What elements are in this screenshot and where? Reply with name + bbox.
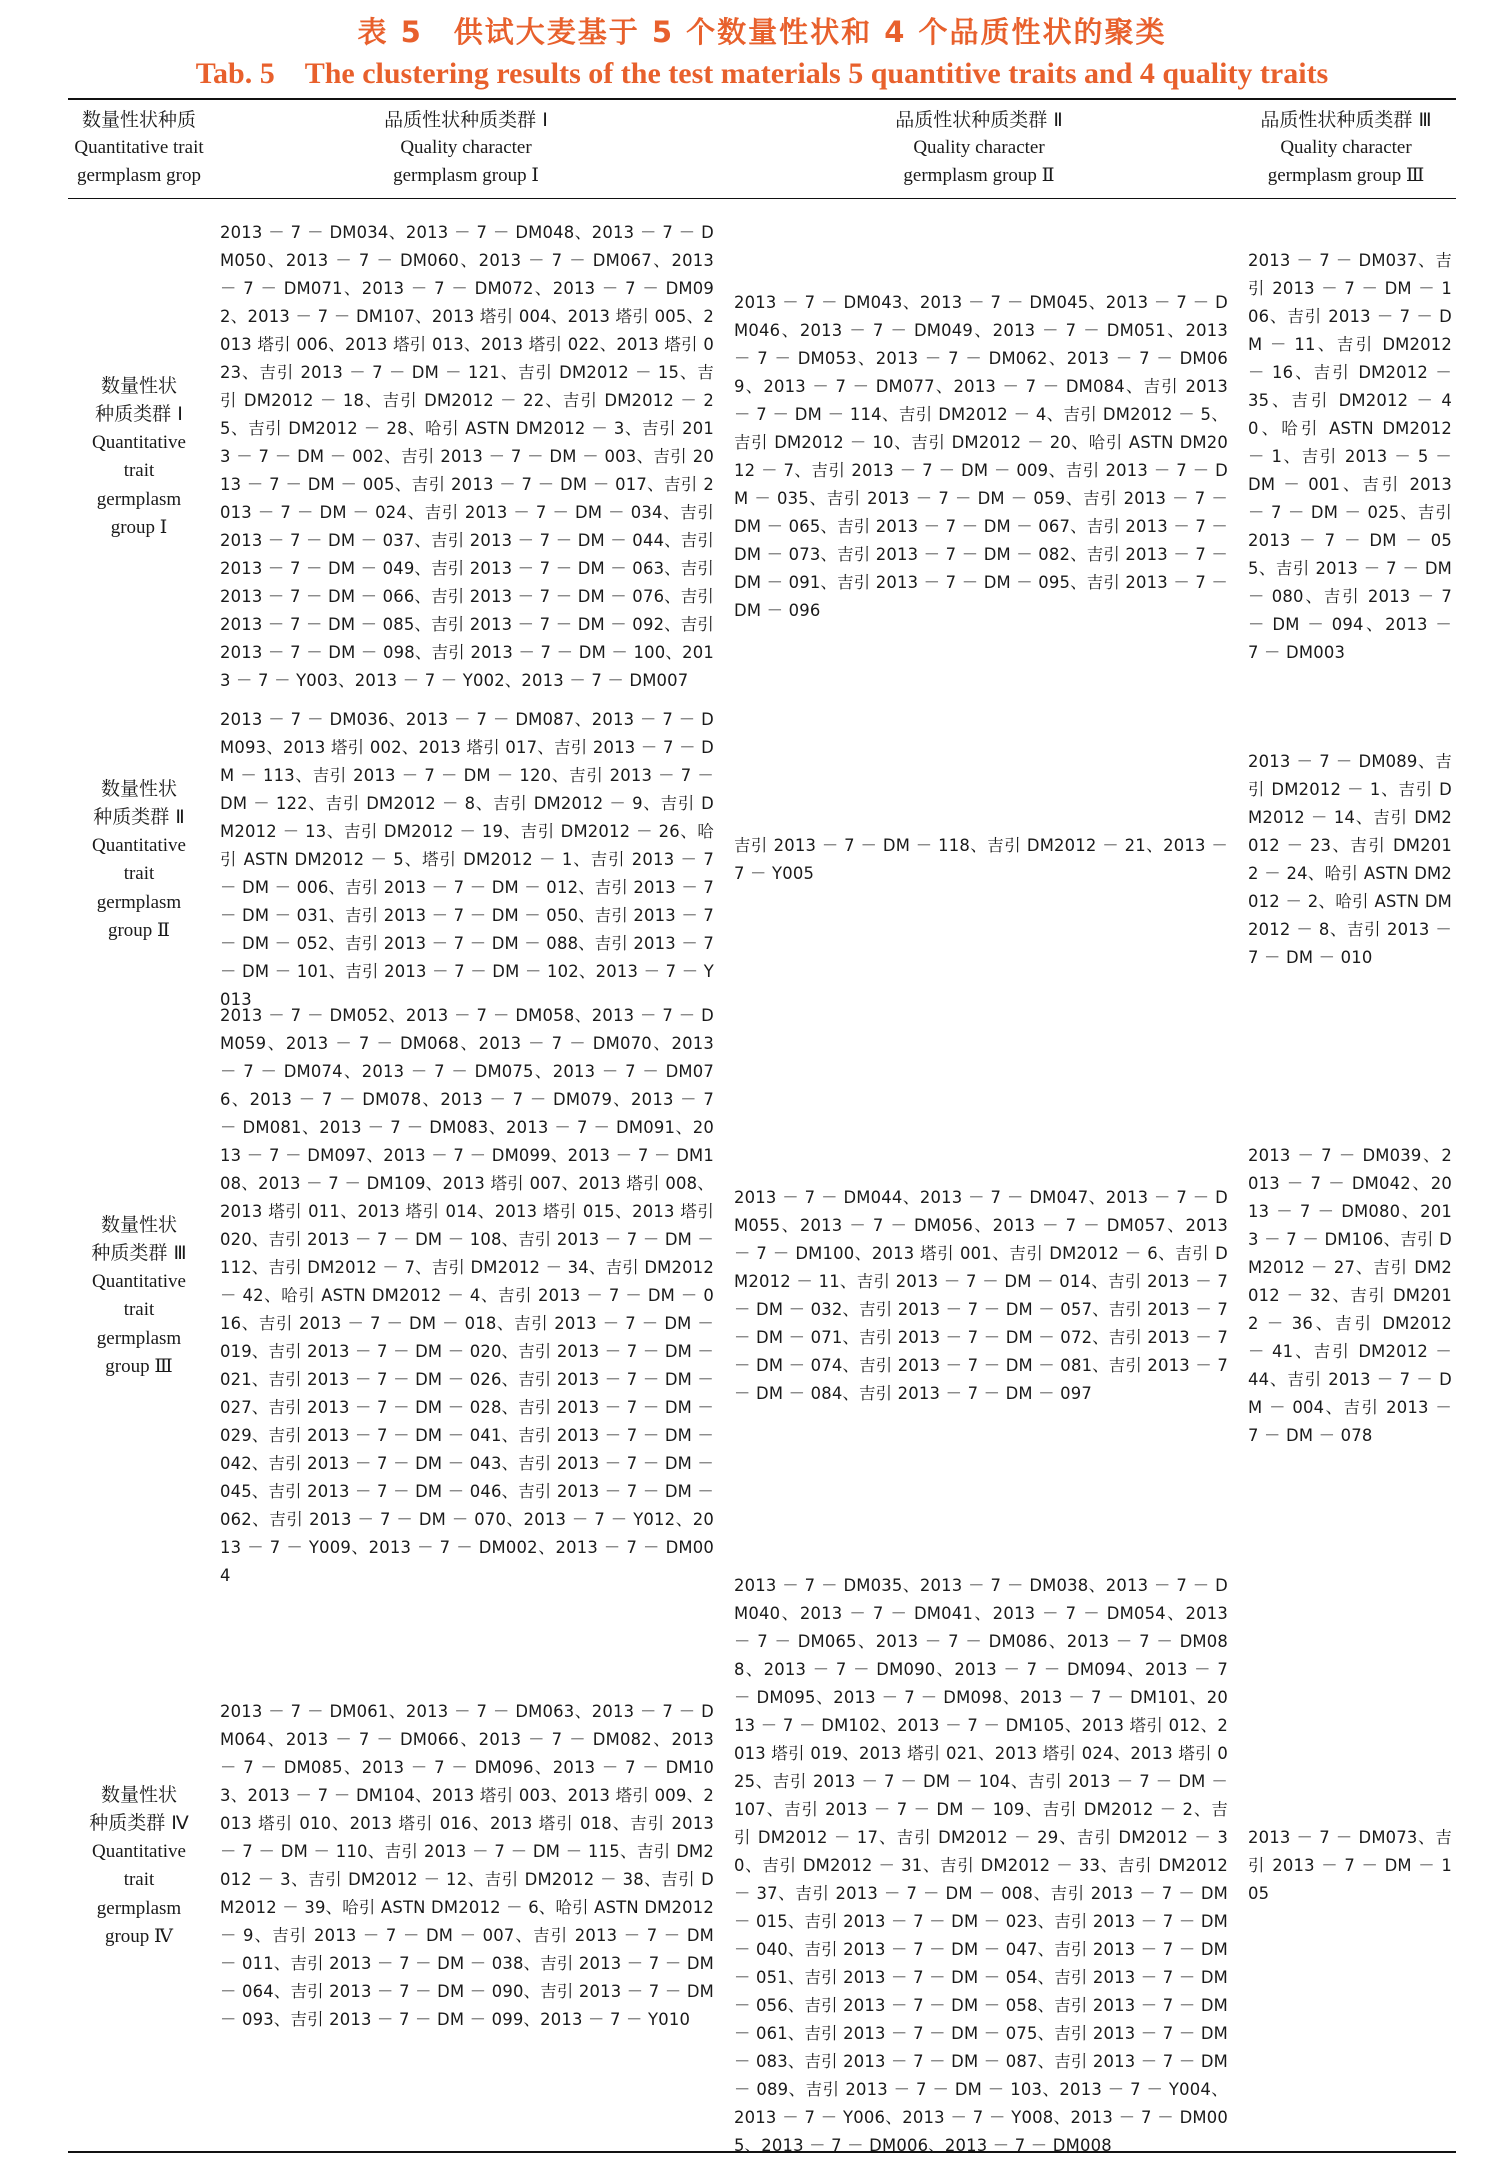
table-row bbox=[68, 1576, 1456, 2155]
table-row bbox=[68, 205, 1456, 709]
row-head-group-1: 数量性状 种质类群 Ⅰ Quantitative trait germplasm group Ⅰ bbox=[92, 374, 186, 538]
row-head-group-4: 数量性状 种质类群 Ⅳ Quantitative trait germplasm group Ⅳ bbox=[89, 1783, 189, 1947]
header-quantitative-group: 数量性状种质 Quantitative trait germplasm grop bbox=[74, 109, 204, 186]
table-cell: 2013 － 7 － DM089、吉引 DM2012 － 1、吉引 DM2012 － 14、吉引 DM2012 － 23、吉引 DM2012 － 24、哈引 ASTN DM2012 － 2、哈引 ASTN DM2012 － 8、吉引 2013 － 7 － DM － 010 bbox=[1248, 752, 1452, 967]
table-title-english: Tab. 5 The clustering results of the test materials 5 quantitive traits and 4 quality traits bbox=[195, 57, 1329, 90]
header-quality-group-3: 品质性状种质类群 Ⅲ Quality character germplasm group Ⅲ bbox=[1260, 109, 1432, 186]
table-cell: 2013 － 7 － DM034、2013 － 7 － DM048、2013 － 7 － DM050、2013 － 7 － DM060、2013 － 7 － DM067、2013 － 7 － DM071、2013 － 7 － DM072、2013 － 7 － DM092、2013 － 7 － DM107、2013 塔引 004、2013 塔引 005、2013 塔引 006、2013 塔引 013、2013 塔引 022、2013 塔引 023、吉引 2013 － 7 － DM － 121、吉引 DM2012 － 15、吉引 DM2012 － 18、吉引 DM2012 － 22、吉引 DM2012 － 25、吉引 DM2012 － 28、哈引 ASTN DM2012 － 3、吉引 2013 － 7 － DM － 002、吉引 2013 － 7 － DM － 003、吉引 2013 － 7 － DM － 005、吉引 2013 － 7 － DM － 017、吉引 2013 － 7 － DM － 024、吉引 2013 － 7 － DM － 034、吉引 2013 － 7 － DM － 037、吉引 2013 － 7 － DM － 044、吉引 2013 － 7 － DM － 049、吉引 2013 － 7 － DM － 063、吉引 2013 － 7 － DM － 066、吉引 2013 － 7 － DM － 076、吉引 2013 － 7 － DM － 085、吉引 2013 － 7 － DM － 092、吉引 2013 － 7 － DM － 098、吉引 2013 － 7 － DM － 100、2013 － 7 － Y003、2013 － 7 － Y002、2013 － 7 － DM007 bbox=[220, 223, 715, 690]
header-quality-group-2: 品质性状种质类群 Ⅱ Quality character germplasm group Ⅱ bbox=[895, 109, 1063, 186]
table-cell: 2013 － 7 － DM039、2013 － 7 － DM042、2013 － 7 － DM080、2013 － 7 － DM106、吉引 DM2012 － 27、吉引 DM2012 － 32、吉引 DM2012 － 36、吉引 DM2012 － 41、吉引 DM2012 － 44、吉引 2013 － 7 － DM － 004、吉引 2013 － 7 － DM － 078 bbox=[1248, 1146, 1452, 1445]
table-cell: 2013 － 7 － DM073、吉引 2013 － 7 － DM － 105 bbox=[1248, 1828, 1452, 1903]
table-cell: 吉引 2013 － 7 － DM － 118、吉引 DM2012 － 21、2013 － 7 － Y005 bbox=[734, 836, 1228, 883]
table-cell: 2013 － 7 － DM035、2013 － 7 － DM038、2013 － 7 － DM040、2013 － 7 － DM041、2013 － 7 － DM054、2013 － 7 － DM065、2013 － 7 － DM086、2013 － 7 － DM088、2013 － 7 － DM090、2013 － 7 － DM094、2013 － 7 － DM095、2013 － 7 － DM098、2013 － 7 － DM101、2013 － 7 － DM102、2013 － 7 － DM105、2013 塔引 012、2013 塔引 019、2013 塔引 021、2013 塔引 024、2013 塔引 025、吉引 2013 － 7 － DM － 104、吉引 2013 － 7 － DM － 107、吉引 2013 － 7 － DM － 109、吉引 DM2012 － 2、吉引 DM2012 － 17、吉引 DM2012 － 29、吉引 DM2012 － 30、吉引 DM2012 － 31、吉引 DM2012 － 33、吉引 DM2012 － 37、吉引 2013 － 7 － DM － 008、吉引 2013 － 7 － DM － 015、吉引 2013 － 7 － DM － 023、吉引 2013 － 7 － DM － 040、吉引 2013 － 7 － DM － 047、吉引 2013 － 7 － DM － 051、吉引 2013 － 7 － DM － 054、吉引 2013 － 7 － DM － 056、吉引 2013 － 7 － DM － 058、吉引 2013 － 7 － DM － 061、吉引 2013 － 7 － DM － 075、吉引 2013 － 7 － DM － 083、吉引 2013 － 7 － DM － 087、吉引 2013 － 7 － DM － 089、吉引 2013 － 7 － DM － 103、2013 － 7 － Y004、2013 － 7 － Y006、2013 － 7 － Y008、2013 － 7 － DM005、2013 － 7 － DM006、2013 － 7 － DM008 bbox=[734, 1576, 1229, 2155]
table-cell: 2013 － 7 － DM037、吉引 2013 － 7 － DM － 106、吉引 2013 － 7 － DM － 11、吉引 DM2012 － 16、吉引 DM2012 － 35、吉引 DM2012 － 40、哈引 ASTN DM2012 － 1、吉引 2013 － 5 － DM － 001、吉引 2013 － 7 － DM － 025、吉引 2013 － 7 － DM － 055、吉引 2013 － 7 － DM － 080、吉引 2013 － 7 － DM － 094、2013 － 7 － DM003 bbox=[1248, 251, 1452, 662]
table-cell: 2013 － 7 － DM036、2013 － 7 － DM087、2013 － 7 － DM093、2013 塔引 002、2013 塔引 017、吉引 2013 － 7 － DM － 113、吉引 2013 － 7 － DM － 120、吉引 2013 － 7 － DM － 122、吉引 DM2012 － 8、吉引 DM2012 － 9、吉引 DM2012 － 13、吉引 DM2012 － 19、吉引 DM2012 － 26、哈引 ASTN DM2012 － 5、塔引 DM2012 － 1、吉引 2013 － 7 － DM － 006、吉引 2013 － 7 － DM － 012、吉引 2013 － 7 － DM － 031、吉引 2013 － 7 － DM － 050、吉引 2013 － 7 － DM － 052、吉引 2013 － 7 － DM － 088、吉引 2013 － 7 － DM － 101、吉引 2013 － 7 － DM － 102、2013 － 7 － Y013 bbox=[220, 710, 714, 1009]
table-row bbox=[68, 709, 1456, 1011]
row-head-group-3: 数量性状 种质类群 Ⅲ Quantitative trait germplasm group Ⅲ bbox=[91, 1213, 187, 1377]
row-head-group-2: 数量性状 种质类群 Ⅱ Quantitative trait germplasm group Ⅱ bbox=[92, 777, 186, 941]
table-cell: 2013 － 7 － DM061、2013 － 7 － DM063、2013 － 7 － DM064、2013 － 7 － DM066、2013 － 7 － DM082、2013 － 7 － DM085、2013 － 7 － DM096、2013 － 7 － DM103、2013 － 7 － DM104、2013 塔引 003、2013 塔引 009、2013 塔引 010、2013 塔引 016、2013 塔引 018、吉引 2013 － 7 － DM － 110、吉引 2013 － 7 － DM － 115、吉引 DM2012 － 3、吉引 DM2012 － 12、吉引 DM2012 － 38、吉引 DM2012 － 39、哈引 ASTN DM2012 － 6、哈引 ASTN DM2012 － 9、吉引 2013 － 7 － DM － 007、吉引 2013 － 7 － DM － 011、吉引 2013 － 7 － DM － 038、吉引 2013 － 7 － DM － 064、吉引 2013 － 7 － DM － 090、吉引 2013 － 7 － DM － 093、吉引 2013 － 7 － DM － 099、2013 － 7 － Y010 bbox=[220, 1702, 715, 2029]
table-cell: 2013 － 7 － DM044、2013 － 7 － DM047、2013 － 7 － DM055、2013 － 7 － DM056、2013 － 7 － DM057、2013 － 7 － DM100、2013 塔引 001、吉引 DM2012 － 6、吉引 DM2012 － 11、吉引 2013 － 7 － DM － 014、吉引 2013 － 7 － DM － 032、吉引 2013 － 7 － DM － 057、吉引 2013 － 7 － DM － 071、吉引 2013 － 7 － DM － 072、吉引 2013 － 7 － DM － 074、吉引 2013 － 7 － DM － 081、吉引 2013 － 7 － DM － 084、吉引 2013 － 7 － DM － 097 bbox=[734, 1188, 1229, 1403]
table-cell: 2013 － 7 － DM043、2013 － 7 － DM045、2013 － 7 － DM046、2013 － 7 － DM049、2013 － 7 － DM051、2013 － 7 － DM053、2013 － 7 － DM062、2013 － 7 － DM069、2013 － 7 － DM077、2013 － 7 － DM084、吉引 2013 － 7 － DM － 114、吉引 DM2012 － 4、吉引 DM2012 － 5、吉引 DM2012 － 10、吉引 DM2012 － 20、哈引 ASTN DM2012 － 7、吉引 2013 － 7 － DM － 009、吉引 2013 － 7 － DM － 035、吉引 2013 － 7 － DM － 059、吉引 2013 － 7 － DM － 065、吉引 2013 － 7 － DM － 067、吉引 2013 － 7 － DM － 073、吉引 2013 － 7 － DM － 082、吉引 2013 － 7 － DM － 091、吉引 2013 － 7 － DM － 095、吉引 2013 － 7 － DM － 096 bbox=[734, 293, 1229, 620]
table-title-chinese: 表 5 供试大麦基于 5 个数量性状和 4 个品质性状的聚类 bbox=[357, 15, 1167, 49]
table-row bbox=[68, 1006, 1456, 1585]
header-quality-group-1: 品质性状种质类群 Ⅰ Quality character germplasm group Ⅰ bbox=[384, 109, 548, 186]
table-page bbox=[68, 10, 1456, 2153]
table-header bbox=[68, 100, 1456, 199]
table-cell: 2013 － 7 － DM052、2013 － 7 － DM058、2013 － 7 － DM059、2013 － 7 － DM068、2013 － 7 － DM070、2013 － 7 － DM074、2013 － 7 － DM075、2013 － 7 － DM076、2013 － 7 － DM078、2013 － 7 － DM079、2013 － 7 － DM081、2013 － 7 － DM083、2013 － 7 － DM091、2013 － 7 － DM097、2013 － 7 － DM099、2013 － 7 － DM108、2013 － 7 － DM109、2013 塔引 007、2013 塔引 008、2013 塔引 011、2013 塔引 014、2013 塔引 015、2013 塔引 020、吉引 2013 － 7 － DM － 108、吉引 2013 － 7 － DM － 112、吉引 DM2012 － 7、吉引 DM2012 － 34、吉引 DM2012 － 42、哈引 ASTN DM2012 － 4、吉引 2013 － 7 － DM － 016、吉引 2013 － 7 － DM － 018、吉引 2013 － 7 － DM － 019、吉引 2013 － 7 － DM － 020、吉引 2013 － 7 － DM － 021、吉引 2013 － 7 － DM － 026、吉引 2013 － 7 － DM － 027、吉引 2013 － 7 － DM － 028、吉引 2013 － 7 － DM － 029、吉引 2013 － 7 － DM － 041、吉引 2013 － 7 － DM － 042、吉引 2013 － 7 － DM － 043、吉引 2013 － 7 － DM － 045、吉引 2013 － 7 － DM － 046、吉引 2013 － 7 － DM － 062、吉引 2013 － 7 － DM － 070、2013 － 7 － Y012、2013 － 7 － Y009、2013 － 7 － DM002、2013 － 7 － DM004 bbox=[220, 1006, 715, 1585]
